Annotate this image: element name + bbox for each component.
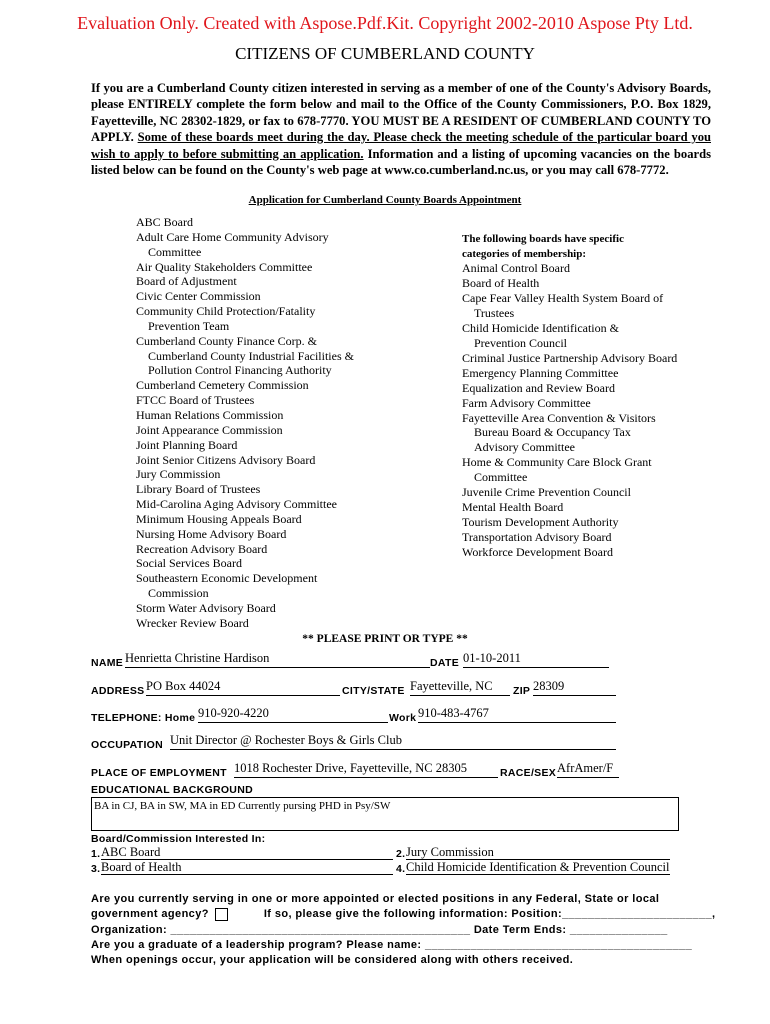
- question-text: When openings occur, your application will be considered along with others received.: [91, 954, 574, 967]
- zip-value[interactable]: 28309: [533, 679, 565, 693]
- board-list-item: Wrecker Review Board: [136, 615, 249, 630]
- board-list-item: Adult Care Home Community Advisory: [136, 229, 329, 244]
- choice-3-line: [101, 874, 393, 875]
- board-list-item: Jury Commission: [136, 467, 221, 482]
- special-board-list-item: Bureau Board & Occupancy Tax: [474, 425, 631, 440]
- work-label: Work: [389, 712, 417, 724]
- occupation-value[interactable]: Unit Director @ Rochester Boys & Girls Club: [170, 733, 402, 747]
- special-board-list-item: Child Homicide Identification &: [462, 320, 619, 335]
- board-list-item: Mid-Carolina Aging Advisory Committee: [136, 497, 337, 512]
- question-text: Are you currently serving in one or more appointed or elected positions in any Federal, State or local: [91, 893, 660, 905]
- telephone-home-line: [198, 722, 388, 723]
- special-board-list-item: Board of Health: [462, 275, 540, 290]
- special-board-list-item: Equalization and Review Board: [462, 380, 615, 395]
- special-board-list-item: Home & Community Care Block Grant: [462, 455, 652, 470]
- board-list-item: Prevention Team: [148, 318, 230, 333]
- occupation-label: OCCUPATION: [91, 739, 164, 751]
- special-board-list-item: Advisory Committee: [474, 440, 575, 455]
- page-title: CITIZENS OF CUMBERLAND COUNTY: [235, 44, 535, 63]
- education-label: EDUCATIONAL BACKGROUND: [91, 784, 253, 796]
- special-board-list-item: Mental Health Board: [462, 500, 564, 515]
- special-boards-list: [462, 261, 677, 560]
- name-line: [125, 667, 430, 668]
- address-line: [146, 695, 340, 696]
- board-list-item: Commission: [148, 586, 209, 601]
- board-list-item: Recreation Advisory Board: [136, 541, 268, 556]
- intro-info-text: Information and a listing of upcoming vacancies on the boards listed below can be found on the County's web page at www.co.cumberland.nc.us, or you may call 678-7772.: [91, 146, 711, 178]
- date-label: DATE: [430, 657, 460, 669]
- zip-label: ZIP: [513, 685, 531, 697]
- occupation-line: [170, 749, 616, 750]
- board-list-item: Nursing Home Advisory Board: [136, 526, 287, 541]
- employment-label: PLACE OF EMPLOYMENT: [91, 767, 227, 779]
- choice-2-value[interactable]: Jury Commission: [406, 845, 494, 859]
- choice-3-value[interactable]: Board of Health: [101, 860, 182, 874]
- board-list-item: Cumberland County Finance Corp. &: [136, 333, 317, 348]
- board-list-item: Library Board of Trustees: [136, 482, 261, 497]
- city-value[interactable]: Fayetteville, NC: [410, 679, 493, 693]
- special-board-list-item: Workforce Development Board: [462, 545, 613, 560]
- city-line: [410, 695, 510, 696]
- board-list-item: ABC Board: [136, 215, 193, 229]
- board-list-item: Joint Senior Citizens Advisory Board: [136, 452, 316, 467]
- board-list-item: Storm Water Advisory Board: [136, 600, 276, 615]
- board-list-item: Southeastern Economic Development: [136, 571, 318, 586]
- special-heading-line: categories of membership:: [462, 248, 587, 260]
- date-line: [463, 667, 609, 668]
- form-subtitle: Application for Cumberland County Boards Appointment: [248, 194, 522, 206]
- telephone-work-line: [418, 722, 616, 723]
- special-board-list-item: Prevention Council: [474, 335, 567, 350]
- choice-number: 1.: [91, 848, 101, 860]
- board-list-item: Cumberland County Industrial Facilities &: [148, 348, 354, 363]
- board-list-item: Human Relations Commission: [136, 407, 284, 422]
- board-list-item: Pollution Control Financing Authority: [148, 363, 332, 378]
- special-board-list-item: Animal Control Board: [462, 261, 570, 275]
- special-board-list-item: Farm Advisory Committee: [462, 395, 591, 410]
- question-text: Are you a graduate of a leadership program? Please name: _________________________________________: [91, 938, 693, 951]
- board-list-item: Social Services Board: [136, 556, 242, 571]
- board-list-item: FTCC Board of Trustees: [136, 393, 255, 408]
- telephone-work-value[interactable]: 910-483-4767: [418, 706, 489, 720]
- board-list-item: Community Child Protection/Fatality: [136, 304, 316, 319]
- special-board-list-item: Emergency Planning Committee: [462, 365, 619, 380]
- choice-number: 2.: [396, 848, 406, 860]
- zip-line: [533, 695, 616, 696]
- choice-4-value[interactable]: Child Homicide Identification & Prevention Council: [406, 860, 670, 874]
- special-board-list-item: Committee: [474, 470, 528, 485]
- board-list-item: Joint Appearance Commission: [136, 422, 283, 437]
- telephone-home-value[interactable]: 910-920-4220: [198, 706, 269, 720]
- race-sex-label: RACE/SEX: [500, 767, 557, 779]
- special-boards-heading: [462, 232, 662, 262]
- additional-questions: [91, 892, 716, 968]
- board-list-item: Joint Planning Board: [136, 437, 238, 452]
- board-list-item: Cumberland Cemetery Commission: [136, 378, 309, 393]
- watermark: Evaluation Only. Created with Aspose.Pdf.Kit. Copyright 2002-2010 Aspose Pty Ltd.: [77, 13, 693, 33]
- race-sex-value[interactable]: AfrAmer/F: [557, 761, 614, 775]
- race-sex-line: [557, 777, 619, 778]
- board-list-item: Air Quality Stakeholders Committee: [136, 259, 313, 274]
- interest-label: Board/Commission Interested In:: [91, 833, 266, 845]
- board-list-item: Civic Center Commission: [136, 289, 261, 304]
- special-board-list-item: Juvenile Crime Prevention Council: [462, 485, 631, 500]
- education-value: BA in CJ, BA in SW, MA in ED Currently pursing PHD in Psy/SW: [94, 800, 391, 812]
- special-board-list-item: Fayetteville Area Convention & Visitors: [462, 410, 656, 425]
- intro-paragraph: [91, 80, 711, 178]
- special-board-list-item: Transportation Advisory Board: [462, 530, 612, 545]
- address-label: ADDRESS: [91, 685, 145, 697]
- special-board-list-item: Tourism Development Authority: [462, 515, 619, 530]
- employment-line: [234, 777, 498, 778]
- special-heading-line: The following boards have specific: [462, 233, 624, 245]
- intro-underlined-text: Some of these boards meet during the day. Please check the meeting schedule of the particular board you wish to apply to before submitting an application.: [91, 130, 711, 161]
- name-label: NAME: [91, 657, 124, 669]
- telephone-label: TELEPHONE: Home: [91, 712, 196, 724]
- government-agency-checkbox[interactable]: [215, 908, 228, 921]
- city-label: CITY/STATE: [342, 685, 405, 697]
- special-board-list-item: Cape Fear Valley Health System Board of: [462, 290, 664, 305]
- address-value[interactable]: PO Box 44024: [146, 679, 221, 693]
- name-value[interactable]: Henrietta Christine Hardison: [125, 651, 270, 665]
- intro-text: If you are a Cumberland County citizen interested in serving as a member of one of the County's Advisory Boards, please ENTIRELY complete the form below and mail to the Office of the County Commissioners, P.O. Box 1829, Fayetteville, NC 28302-1829, or fax to 678-7770. YOU MUST BE A RESIDENT OF CUMBERLAND COUNTY TO APPLY.: [91, 81, 711, 145]
- boards-list: [136, 215, 354, 631]
- print-notice: ** PLEASE PRINT OR TYPE **: [302, 633, 468, 645]
- choice-4-line: [406, 874, 670, 875]
- special-board-list-item: Trustees: [474, 305, 515, 320]
- special-board-list-item: Criminal Justice Partnership Advisory Board: [462, 350, 678, 365]
- question-text: government agency?: [91, 908, 209, 921]
- board-list-item: Committee: [148, 244, 202, 259]
- board-list-item: Minimum Housing Appeals Board: [136, 511, 302, 526]
- date-value[interactable]: 01-10-2011: [463, 651, 521, 665]
- question-text: If so, please give the following information: Position:_______________________,: [263, 908, 716, 921]
- employment-value[interactable]: 1018 Rochester Drive, Fayetteville, NC 28305: [234, 761, 467, 775]
- choice-number: 4.: [396, 863, 406, 875]
- choice-1-value[interactable]: ABC Board: [101, 845, 161, 859]
- choice-number: 3.: [91, 863, 101, 875]
- question-text: Organization: ______________________________________________ Date Term Ends: _______________: [91, 923, 668, 936]
- board-list-item: Board of Adjustment: [136, 274, 237, 289]
